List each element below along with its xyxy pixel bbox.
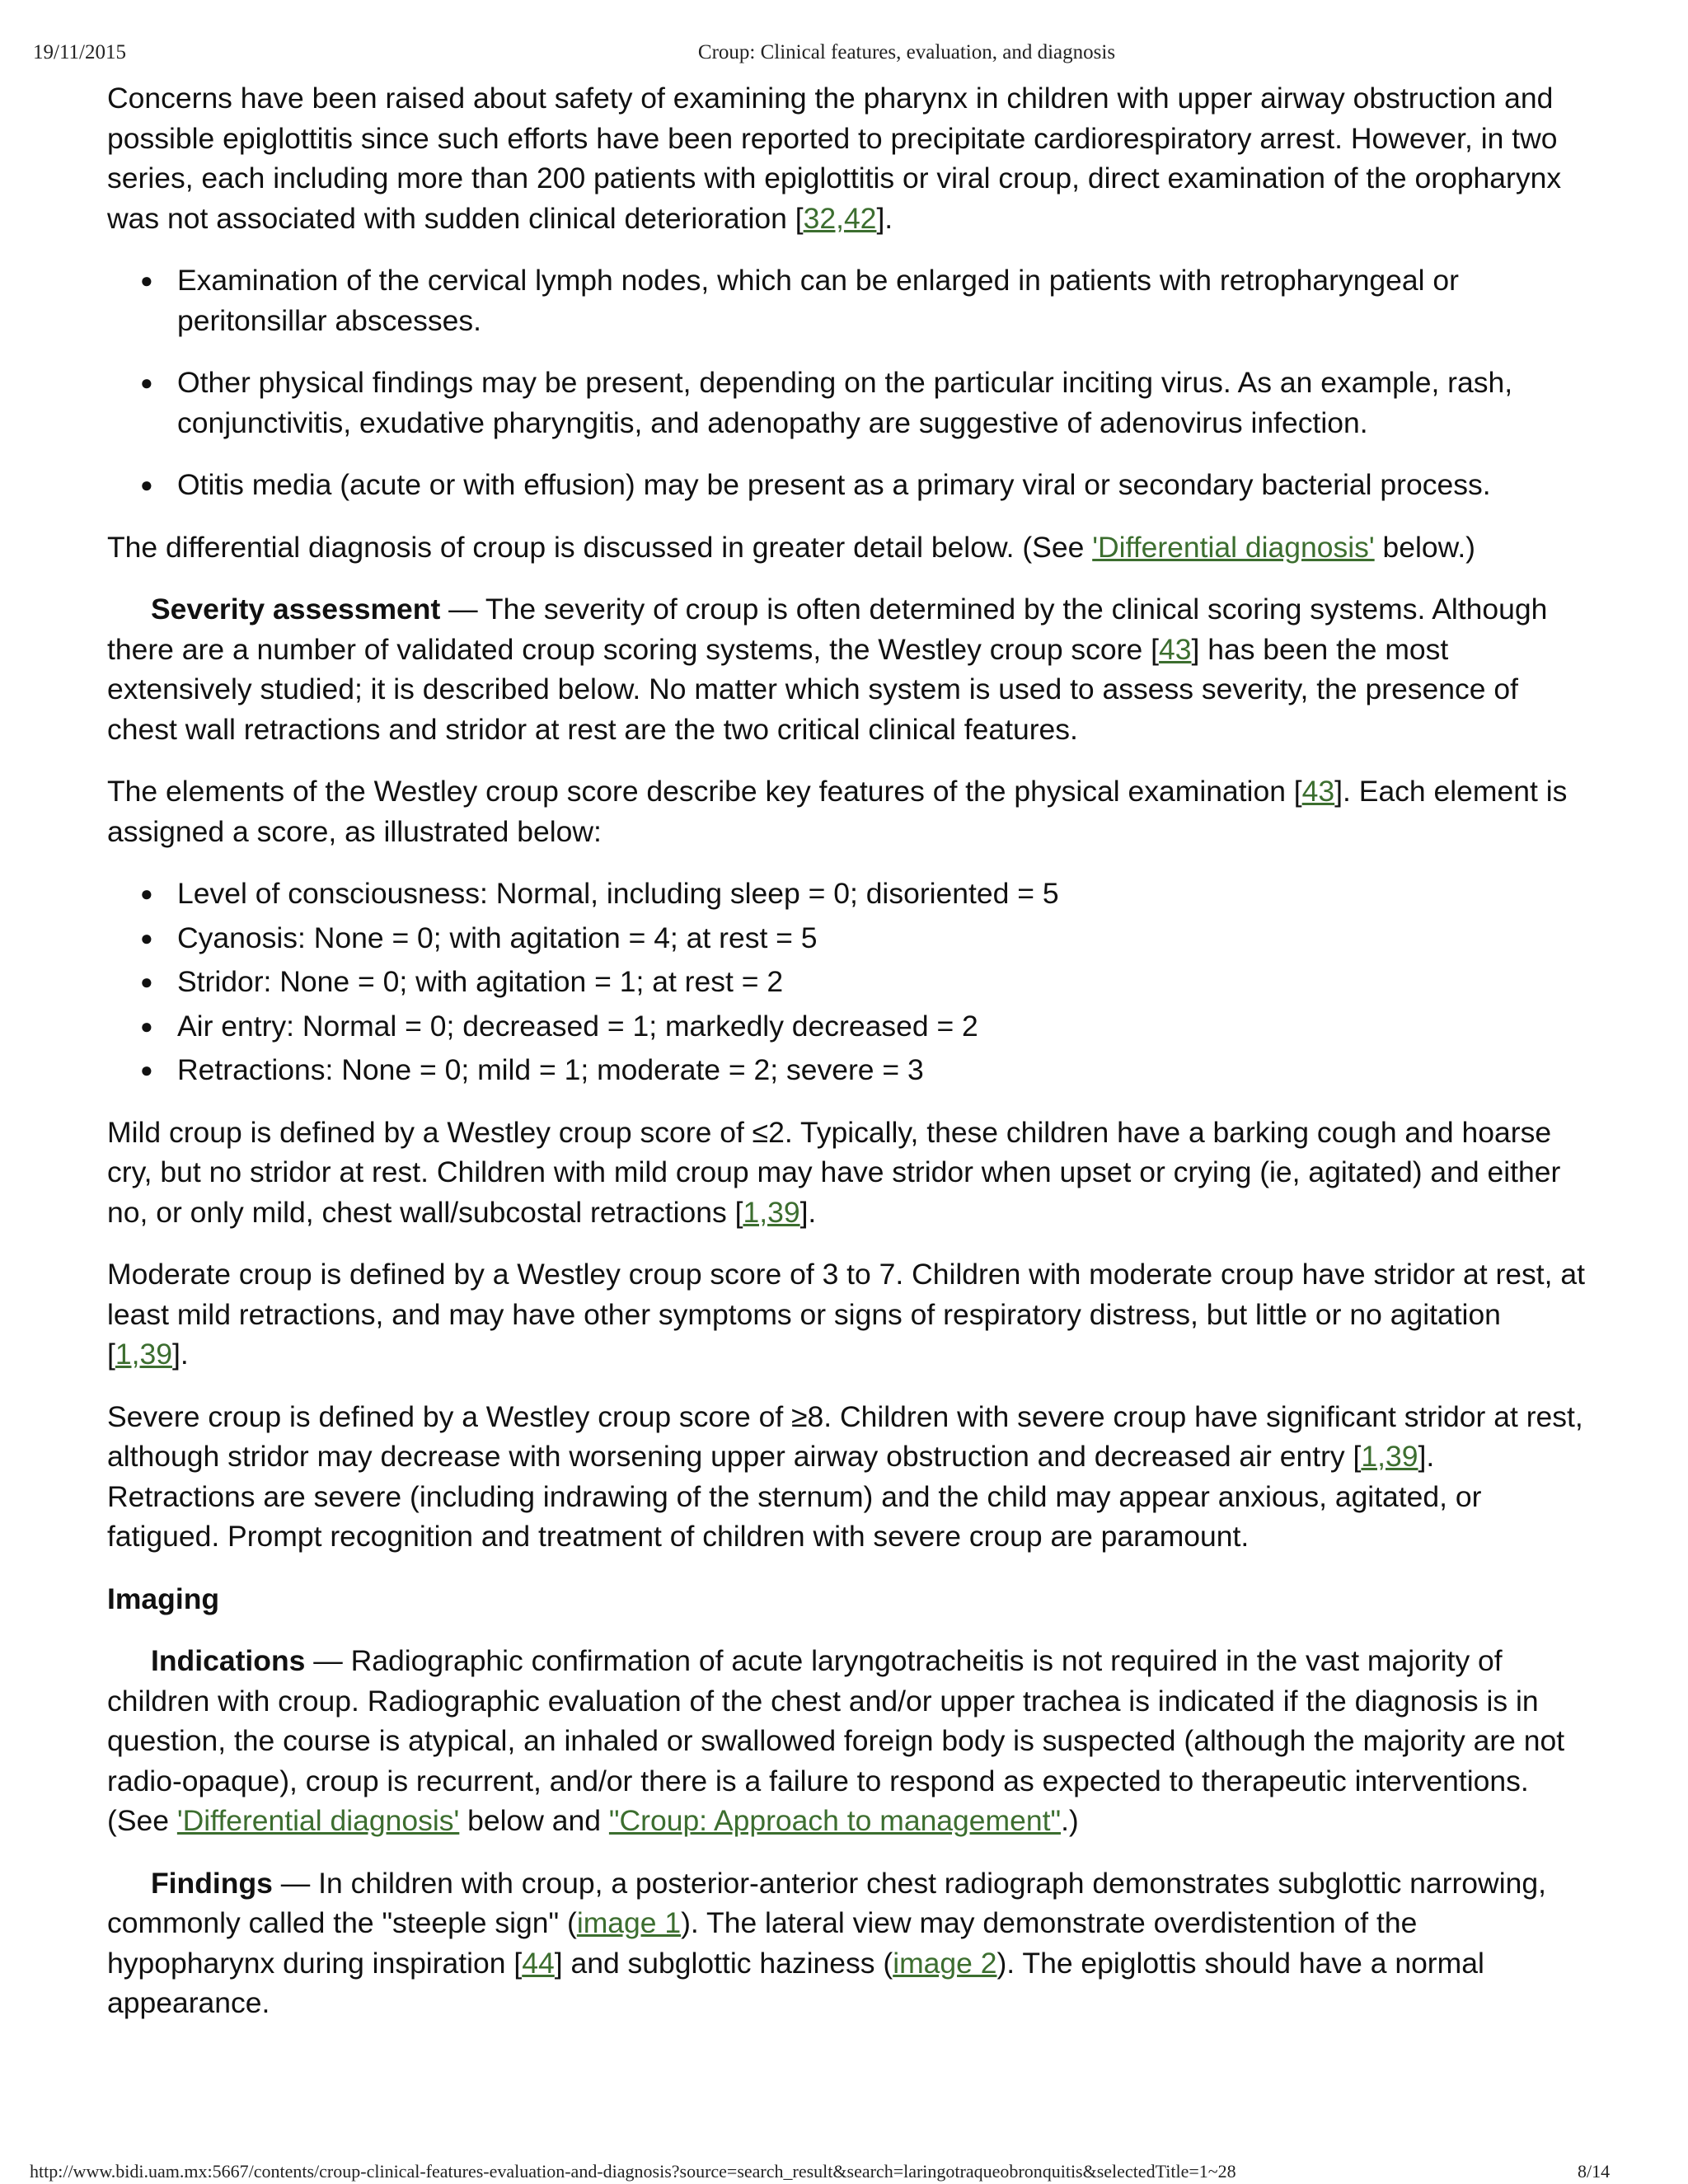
indications-paragraph xyxy=(107,1641,1587,1841)
severity-text-2: ] has been the most extensively studied; it is described below. No matter which system is used to assess severity, the presence of chest wall retractions and stridor at rest are the two critical clinical features. xyxy=(107,632,1519,746)
ref-43-link[interactable]: 43 xyxy=(1301,775,1335,808)
ref-1-39-link[interactable]: 1,39 xyxy=(1361,1440,1418,1473)
indications-dash: — xyxy=(305,1644,351,1677)
footer-url: http://www.bidi.uam.mx:5667/contents/croup-clinical-features-evaluation-and-diagnosis?source=search_result&search=laringotraqueobronquitis&selectedTitle=1~28 xyxy=(30,2161,1236,2182)
findings-text-4: ). The epiglottis should have a normal appearance. xyxy=(107,1946,1484,2019)
list-item: ● Other physical findings may be present, depending on the particular inciting virus. As an example, rash, conjunctivitis, exudative pharyngitis, and adenopathy are suggestive of adenovirus infection. xyxy=(107,363,1587,443)
findings-heading: Findings xyxy=(151,1866,273,1900)
imaging-heading: Imaging xyxy=(107,1582,220,1615)
severity-paragraph xyxy=(107,589,1587,749)
list-item: ● Cyanosis: None = 0; with agitation = 4; at rest = 5 xyxy=(107,918,1587,958)
indications-text-1: Radiographic confirmation of acute laryngotracheitis is not required in the vast majority of children with croup. Radiographic evaluation of the chest and/or upper trachea is indicated if the diagnosis is in question, the course is atypical, an inhaled or swallowed foreign body is suspected (although the majority are not radio-opaque), croup is recurrent, and/or there is a failure to respond as expected to therapeutic interventions. (See xyxy=(107,1644,1565,1837)
differential-after: below.) xyxy=(1374,530,1475,564)
ref-1-39-link[interactable]: 1,39 xyxy=(115,1338,172,1371)
header-date: 19/11/2015 xyxy=(33,41,126,63)
mild-croup-paragraph xyxy=(107,1113,1587,1233)
findings-text-1: In children with croup, a posterior-anterior chest radiograph demonstrates subglottic narrowing, commonly called the "steeple sign" ( xyxy=(107,1866,1546,1939)
moderate-text: Moderate croup is defined by a Westley croup score of 3 to 7. Children with moderate croup have stridor at rest, at least mild retractions, and may have other symptoms or signs of respiratory distress, but little or no agitation [ xyxy=(107,1258,1585,1371)
differential-diagnosis-link[interactable]: 'Differential diagnosis' xyxy=(176,1804,460,1837)
differential-text: The differential diagnosis of croup is discussed in greater detail below. (See xyxy=(107,530,1093,564)
severe-text-2: ]. Retractions are severe (including indrawing of the sternum) and the child may appear anxious, agitated, or fatigued. Prompt recognition and treatment of children with severe croup are paramount. xyxy=(107,1440,1482,1553)
elements-text-2: ]. Each element is assigned a score, as illustrated below: xyxy=(107,775,1568,848)
differential-paragraph xyxy=(107,527,1587,568)
pharynx-paragraph xyxy=(107,78,1587,238)
list-item: ● Level of consciousness: Normal, including sleep = 0; disoriented = 5 xyxy=(107,874,1587,914)
findings-dash: — xyxy=(272,1866,319,1900)
list-item: ● Examination of the cervical lymph nodes, which can be enlarged in patients with retropharyngeal or peritonsillar abscesses. xyxy=(107,260,1587,340)
ref-44-link[interactable]: 44 xyxy=(522,1946,555,1980)
header-title: Croup: Clinical features, evaluation, and diagnosis xyxy=(697,41,1116,63)
list-item: ● Otitis media (acute or with effusion) may be present as a primary viral or secondary bacterial process. xyxy=(107,465,1587,505)
findings-text-3: ] and subglottic haziness ( xyxy=(554,1946,893,1980)
moderate-croup-paragraph xyxy=(107,1254,1587,1375)
severe-croup-paragraph xyxy=(107,1397,1587,1557)
severity-heading: Severity assessment xyxy=(151,593,441,626)
findings-text-2: ). The lateral view may demonstrate overdistention of the hypopharynx during inspiration [ xyxy=(107,1906,1418,1980)
list-item: ● Air entry: Normal = 0; decreased = 1; markedly decreased = 2 xyxy=(107,1006,1587,1047)
exam-bullet-list xyxy=(107,260,1587,505)
indications-heading: Indications xyxy=(151,1644,306,1677)
croup-management-link[interactable]: "Croup: Approach to management" xyxy=(608,1804,1062,1837)
mild-text: Mild croup is defined by a Westley croup score of ≤2. Typically, these children have a barking cough and hoarse cry, but no stridor at rest. Children with mild croup may have stridor when upset or crying (ie, agitated) and either no, or only mild, chest wall/subcostal retractions [ xyxy=(107,1115,1561,1229)
image-1-link[interactable]: image 1 xyxy=(576,1906,682,1939)
footer-page-number: 8/14 xyxy=(1578,2161,1611,2182)
pharynx-text: Concerns have been raised about safety of examining the pharynx in children with upper airway obstruction and possible epiglottitis since such efforts have been reported to precipitate cardiorespiratory arrest. However, in two series, each including more than 200 patients with epiglottitis or viral croup, direct examination of the oropharynx was not associated with sudden clinical deterioration [ xyxy=(107,82,1562,235)
ref-1-39-link[interactable]: 1,39 xyxy=(743,1195,800,1229)
severe-text-1: Severe croup is defined by a Westley croup score of ≥8. Children with severe croup have significant stridor at rest, although stridor may decrease with worsening upper airway obstruction and decreased air entry [ xyxy=(107,1399,1583,1473)
findings-paragraph xyxy=(107,1863,1587,2023)
list-item: ● Stridor: None = 0; with agitation = 1; at rest = 2 xyxy=(107,962,1587,1002)
elements-paragraph xyxy=(107,771,1587,851)
ref-32-42-link[interactable]: 32,42 xyxy=(803,201,877,235)
pharynx-end: ]. xyxy=(876,201,893,235)
differential-diagnosis-link[interactable]: 'Differential diagnosis' xyxy=(1092,530,1375,564)
list-item: ● Retractions: None = 0; mild = 1; moderate = 2; severe = 3 xyxy=(107,1050,1587,1090)
elements-text-1: The elements of the Westley croup score describe key features of the physical examination [ xyxy=(107,775,1302,808)
image-2-link[interactable]: image 2 xyxy=(893,1946,997,1980)
severity-dash: — xyxy=(440,593,485,626)
article-body xyxy=(107,78,1587,2023)
mild-end: ]. xyxy=(799,1195,817,1229)
score-item-list xyxy=(107,874,1587,1090)
ref-43-link[interactable]: 43 xyxy=(1158,632,1192,666)
severity-text-1: The severity of croup is often determined by the clinical scoring systems. Although there are a number of validated croup scoring systems, the Westley croup score [ xyxy=(107,593,1548,666)
moderate-end: ]. xyxy=(171,1338,189,1371)
indications-end: .) xyxy=(1061,1804,1079,1837)
indications-mid: below and xyxy=(459,1804,609,1837)
